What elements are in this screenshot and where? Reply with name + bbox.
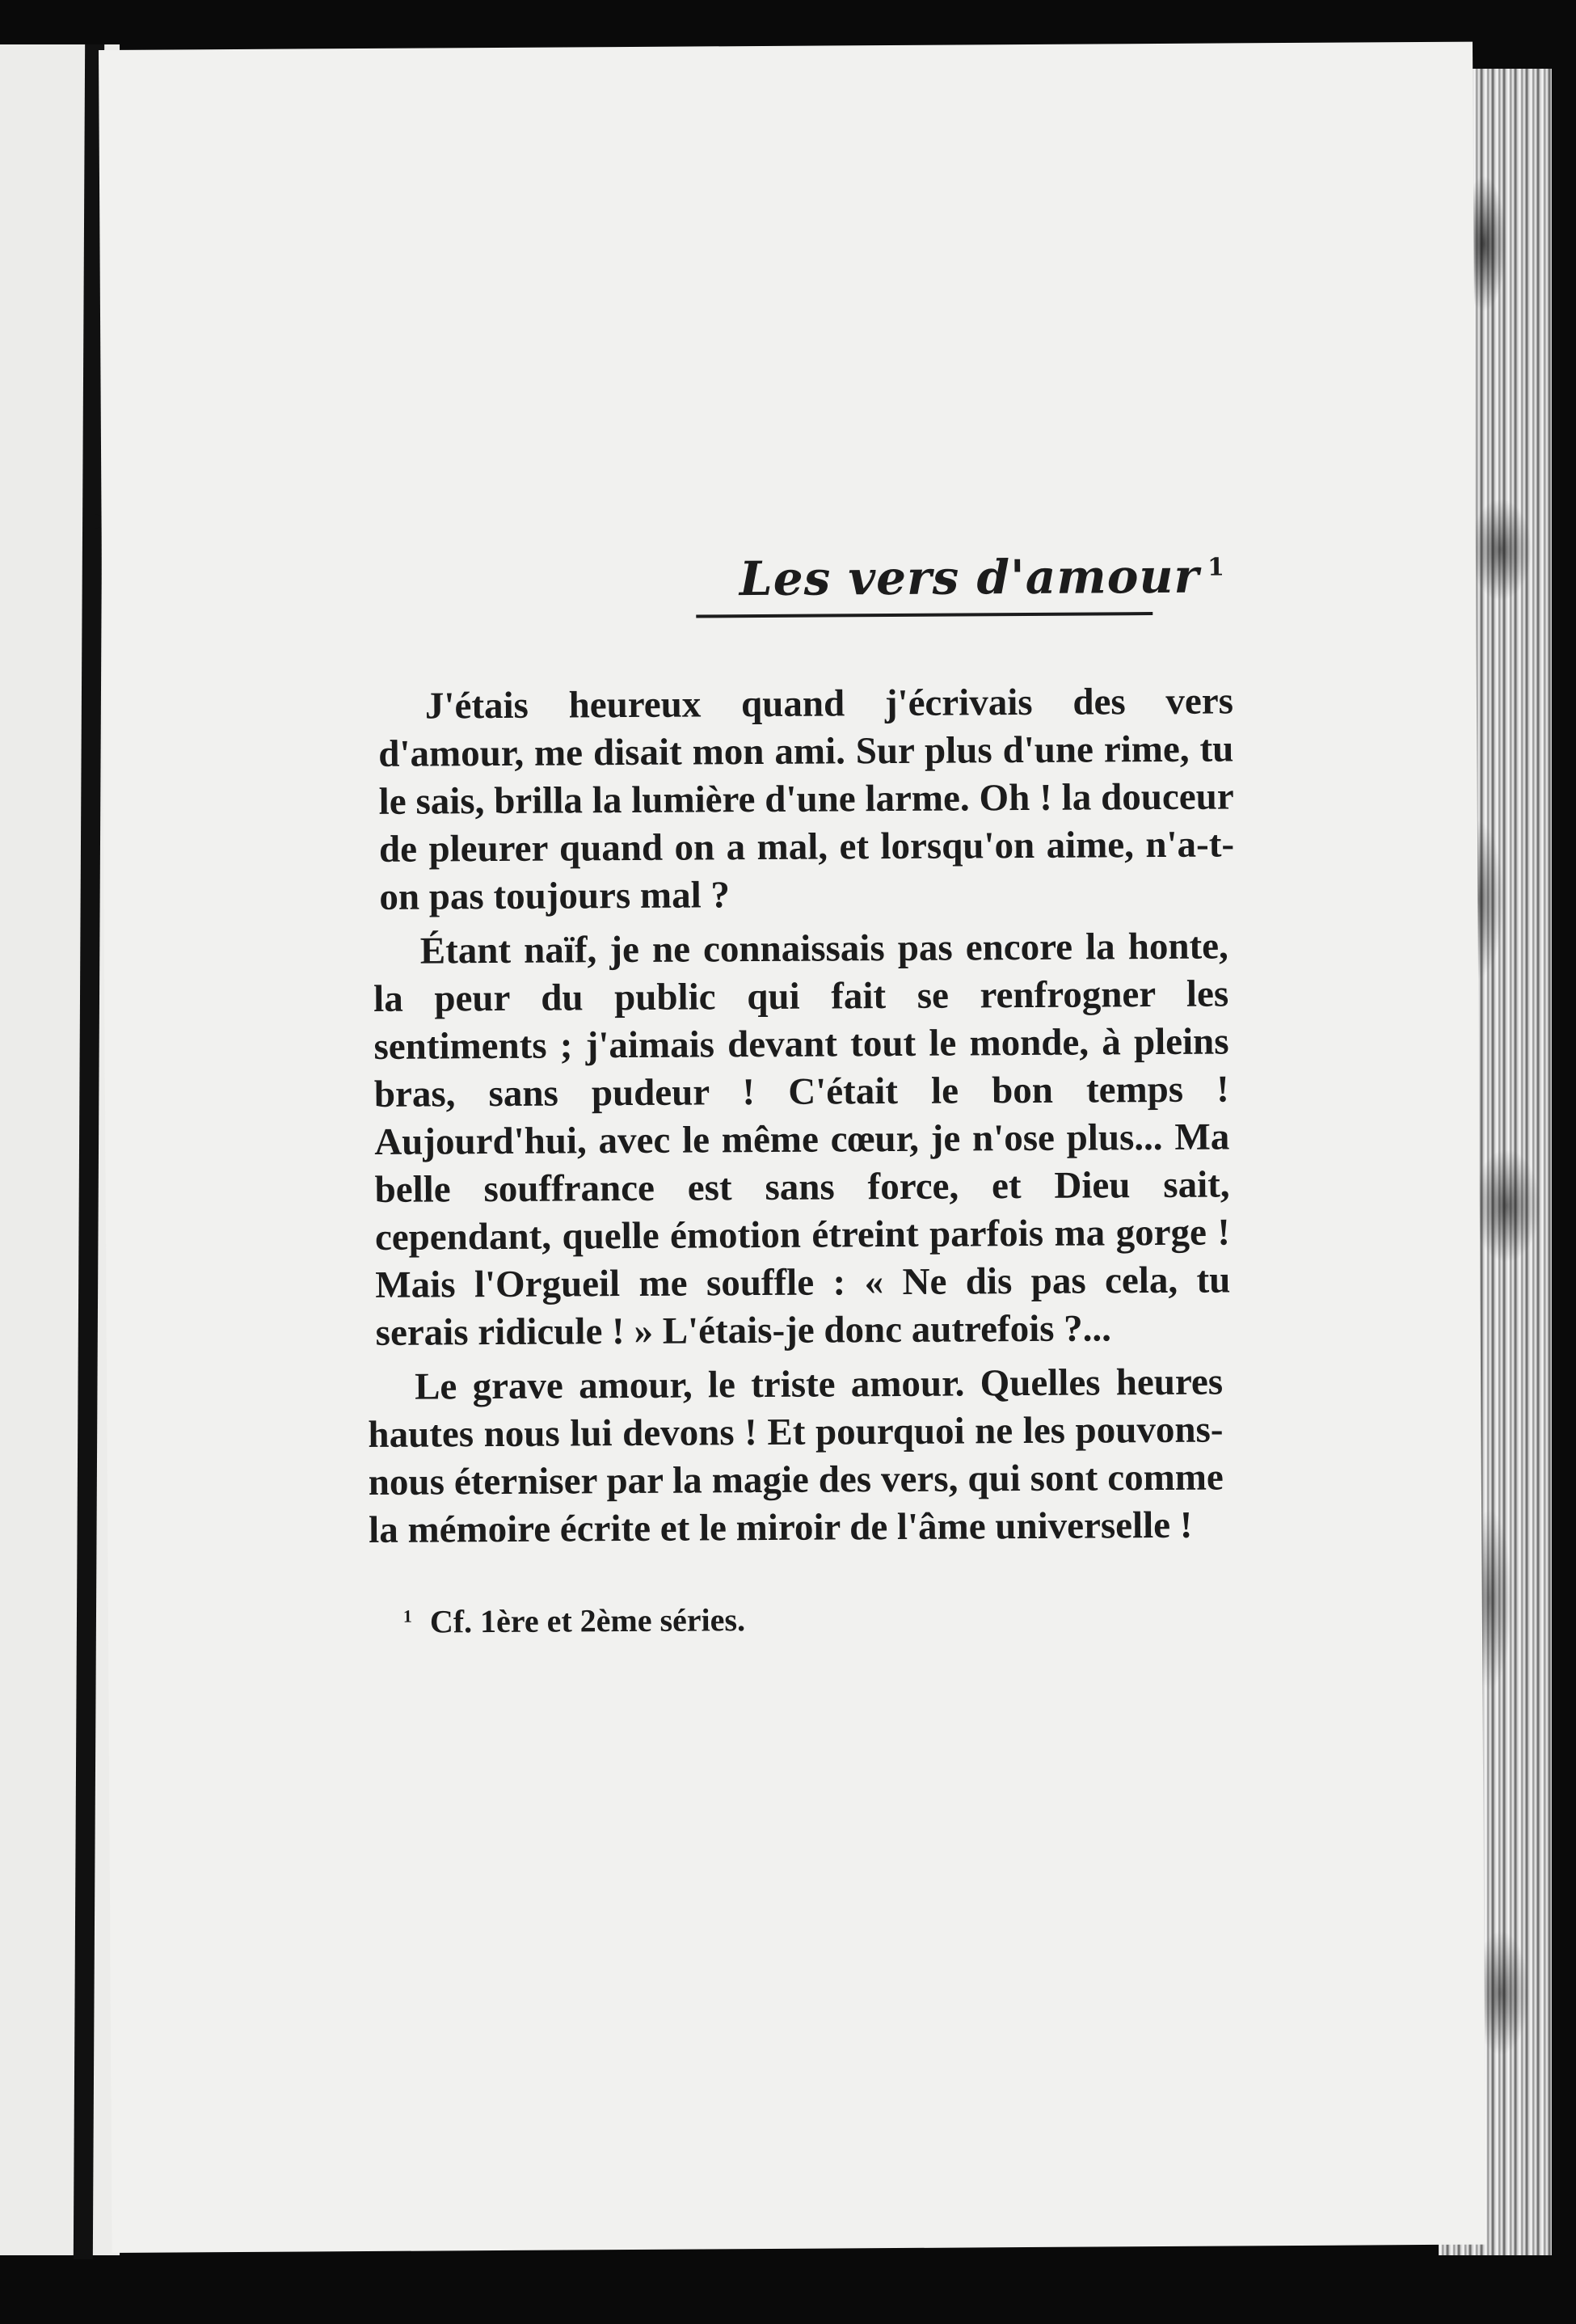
footnote xyxy=(403,1597,1240,1640)
paragraph-2: Étant naïf, je ne connaissais pas encore la honte, la peur du public qui fait se renfrogner les sentiments ; j'aimais devant tout le monde, à pleins bras, sans pudeur ! C'était le bon temps ! Aujourd'hui, avec le même cœur, je n'ose plus... Ma belle souffrance est sans force, et Dieu sait, cependant, quelle émotion étreint parfois ma gorge ! Mais l'Orgueil me souffle : « Ne dis pas cela, tu serais ridicule ! » L'étais-je donc autrefois ?... xyxy=(373,925,1231,1354)
paragraph-3: Le grave amour, le triste amour. Quelles heures hautes nous lui devons ! Et pourquoi ne les pouvons-nous éterniser par la magie des vers, qui sont comme la mémoire écrite et le miroir de l'âme universelle ! xyxy=(368,1360,1224,1551)
title-underline xyxy=(696,612,1153,618)
page-content xyxy=(276,548,1240,1641)
book-page xyxy=(99,42,1486,2253)
paragraph-1: J'étais heureux quand j'écrivais des vers d'amour, me disait mon ami. Sur plus d'une rime, tu le sais, brilla la lumière d'une larme. Oh ! la douceur de pleurer quand on a mal, et lorsqu'on aime, n'a-t-on pas toujours mal ? xyxy=(378,680,1235,918)
footnote-text: Cf. 1ère et 2ème séries. xyxy=(429,1601,746,1640)
page-title xyxy=(276,548,1225,610)
page-title-text: Les vers d'amour xyxy=(739,548,1200,607)
title-footnote-mark: 1 xyxy=(1207,553,1226,582)
footnote-mark: 1 xyxy=(402,1605,412,1626)
